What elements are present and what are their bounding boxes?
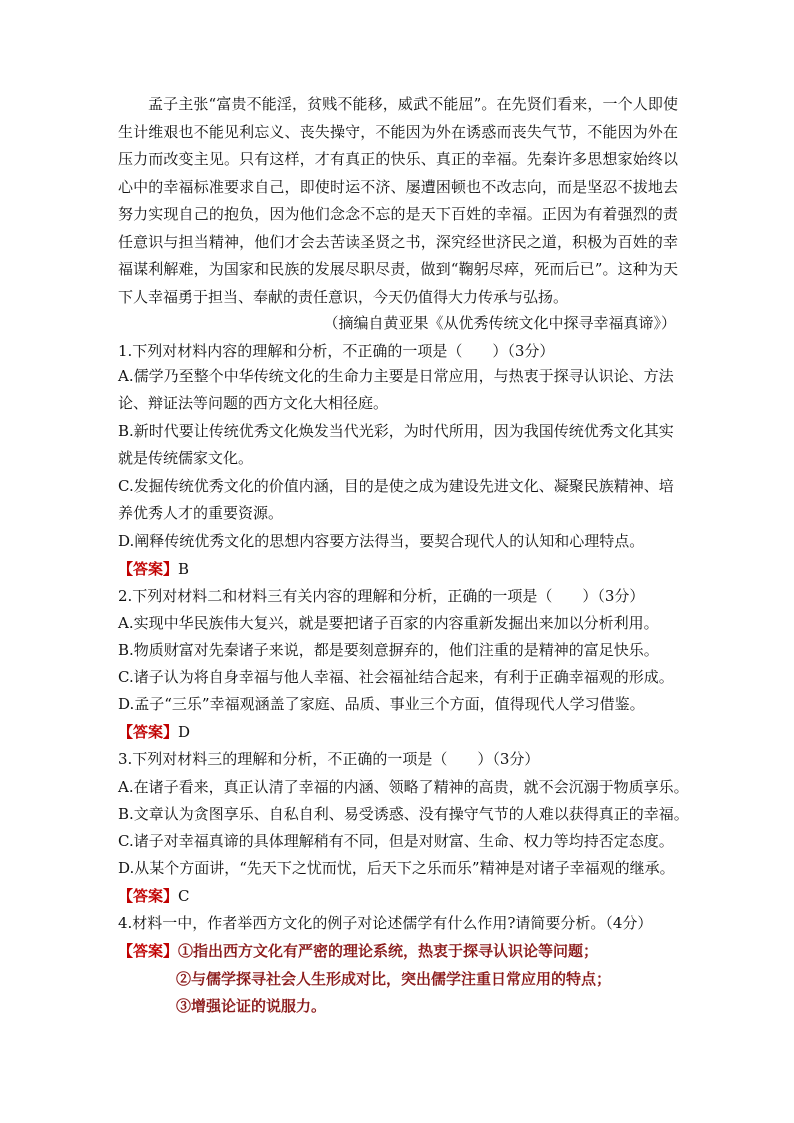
q4-answer: [118, 940, 598, 962]
answer-point-1: ①指出西方文化有严密的理论系统，热衷于探寻认识论等问题；: [178, 942, 599, 960]
answer-label: 【答案】: [118, 942, 179, 960]
q3-stem: 3.下列对材料三的理解和分析，不正确的一项是（ ）（3分）: [118, 750, 540, 768]
answer-label: 【答案】: [118, 560, 179, 578]
q2-stem: 2.下列对材料二和材料三有关内容的理解和分析，正确的一项是（ ）（3分）: [118, 587, 645, 605]
answer-label: 【答案】: [118, 887, 179, 905]
answer-point-3: ③增强论证的说服力。: [176, 997, 327, 1015]
q3-option-a: A.在诸子看来，真正认清了幸福的内涵、领略了精神的高贵，就不会沉溺于物质享乐。: [118, 778, 689, 796]
q1-stem: 1.下列对材料内容的理解和分析，不正确的一项是（ ）（3分）: [118, 342, 555, 360]
q1-option-d: D.阐释传统优秀文化的思想内容要方法得当，要契合现代人的认知和心理特点。: [118, 532, 645, 550]
q3-option-c: C.诸子对幸福真谛的具体理解稍有不同，但是对财富、生命、权力等均持否定态度。: [118, 832, 674, 850]
q1-option-c: C.发掘传统优秀文化的价值内涵，目的是使之成为建设先进文化、凝聚民族精神、培养优秀人才的重要资源。: [118, 477, 674, 522]
q1-option-a: A.儒学乃至整个中华传统文化的生命力主要是日常应用，与热衷于探寻认识论、方法论、辩证法等问题的西方文化大相径庭。: [118, 367, 674, 412]
passage-paragraph: 孟子主张“富贵不能淫，贫贱不能移，威武不能屈”。在先贤们看来，一个人即使生计维艰也不能见利忘义、丧失操守，不能因为外在诱惑而丧失气节，不能因为外在压力而改变主见。只有这样，才有真正的快乐、真正的幸福。先秦许多思想家始终以心中的幸福标准要求自己，即使时运不济、屡遭困顿也不改志向，而是坚忍不拔地去努力实现自己的抱负，因为他们念念不忘的是天下百姓的幸福。正因为有着强烈的责任意识与担当精神，他们才会去苦读圣贤之书，深究经世济民之道，积极为百姓的幸福谋利解难，为国家和民族的发展尽职尽责，做到“鞠躬尽瘁，死而后已”。这种为天下人幸福勇于担当、奉献的责任意识，今天仍值得大力传承与弘扬。: [118, 95, 678, 306]
q3-option-b: B.文章认为贪图享乐、自私自利、易受诱惑、没有操守气节的人难以获得真正的幸福。: [118, 805, 689, 823]
answer-value: B: [178, 560, 190, 578]
answer-point-2: ②与儒学探寻社会人生形成对比，突出儒学注重日常应用的特点；: [176, 970, 612, 988]
q1-answer: [118, 558, 189, 580]
answer-value: C: [178, 887, 190, 905]
answer-value: D: [178, 723, 191, 741]
q2-answer: [118, 721, 190, 743]
q2-option-c: C.诸子认为将自身幸福与他人幸福、社会福祉结合起来，有利于正确幸福观的形成。: [118, 668, 674, 686]
q3-answer: [118, 885, 190, 907]
q3-option-d: D.从某个方面讲，“先天下之忧而忧，后天下之乐而乐”精神是对诸子幸福观的继承。: [118, 859, 675, 877]
answer-label: 【答案】: [118, 723, 179, 741]
q2-option-b: B.物质财富对先秦诸子来说，都是要刻意摒弃的，他们注重的是精神的富足快乐。: [118, 641, 659, 659]
q2-option-a: A.实现中华民族伟大复兴，就是要把诸子百家的内容重新发掘出来加以分析利用。: [118, 614, 659, 632]
q4-stem: 4.材料一中，作者举西方文化的例子对论述儒学有什么作用?请简要分析。（4分）: [118, 914, 653, 932]
q1-option-b: B.新时代要让传统优秀文化焕发当代光彩，为时代所用，因为我国传统优秀文化其实就是传统儒家文化。: [118, 422, 674, 467]
passage-source: （摘编自黄亚果《从优秀传统文化中探寻幸福真谛》）: [323, 314, 676, 332]
q2-option-d: D.孟子“三乐”幸福观涵盖了家庭、品质、事业三个方面，值得现代人学习借鉴。: [118, 695, 645, 713]
